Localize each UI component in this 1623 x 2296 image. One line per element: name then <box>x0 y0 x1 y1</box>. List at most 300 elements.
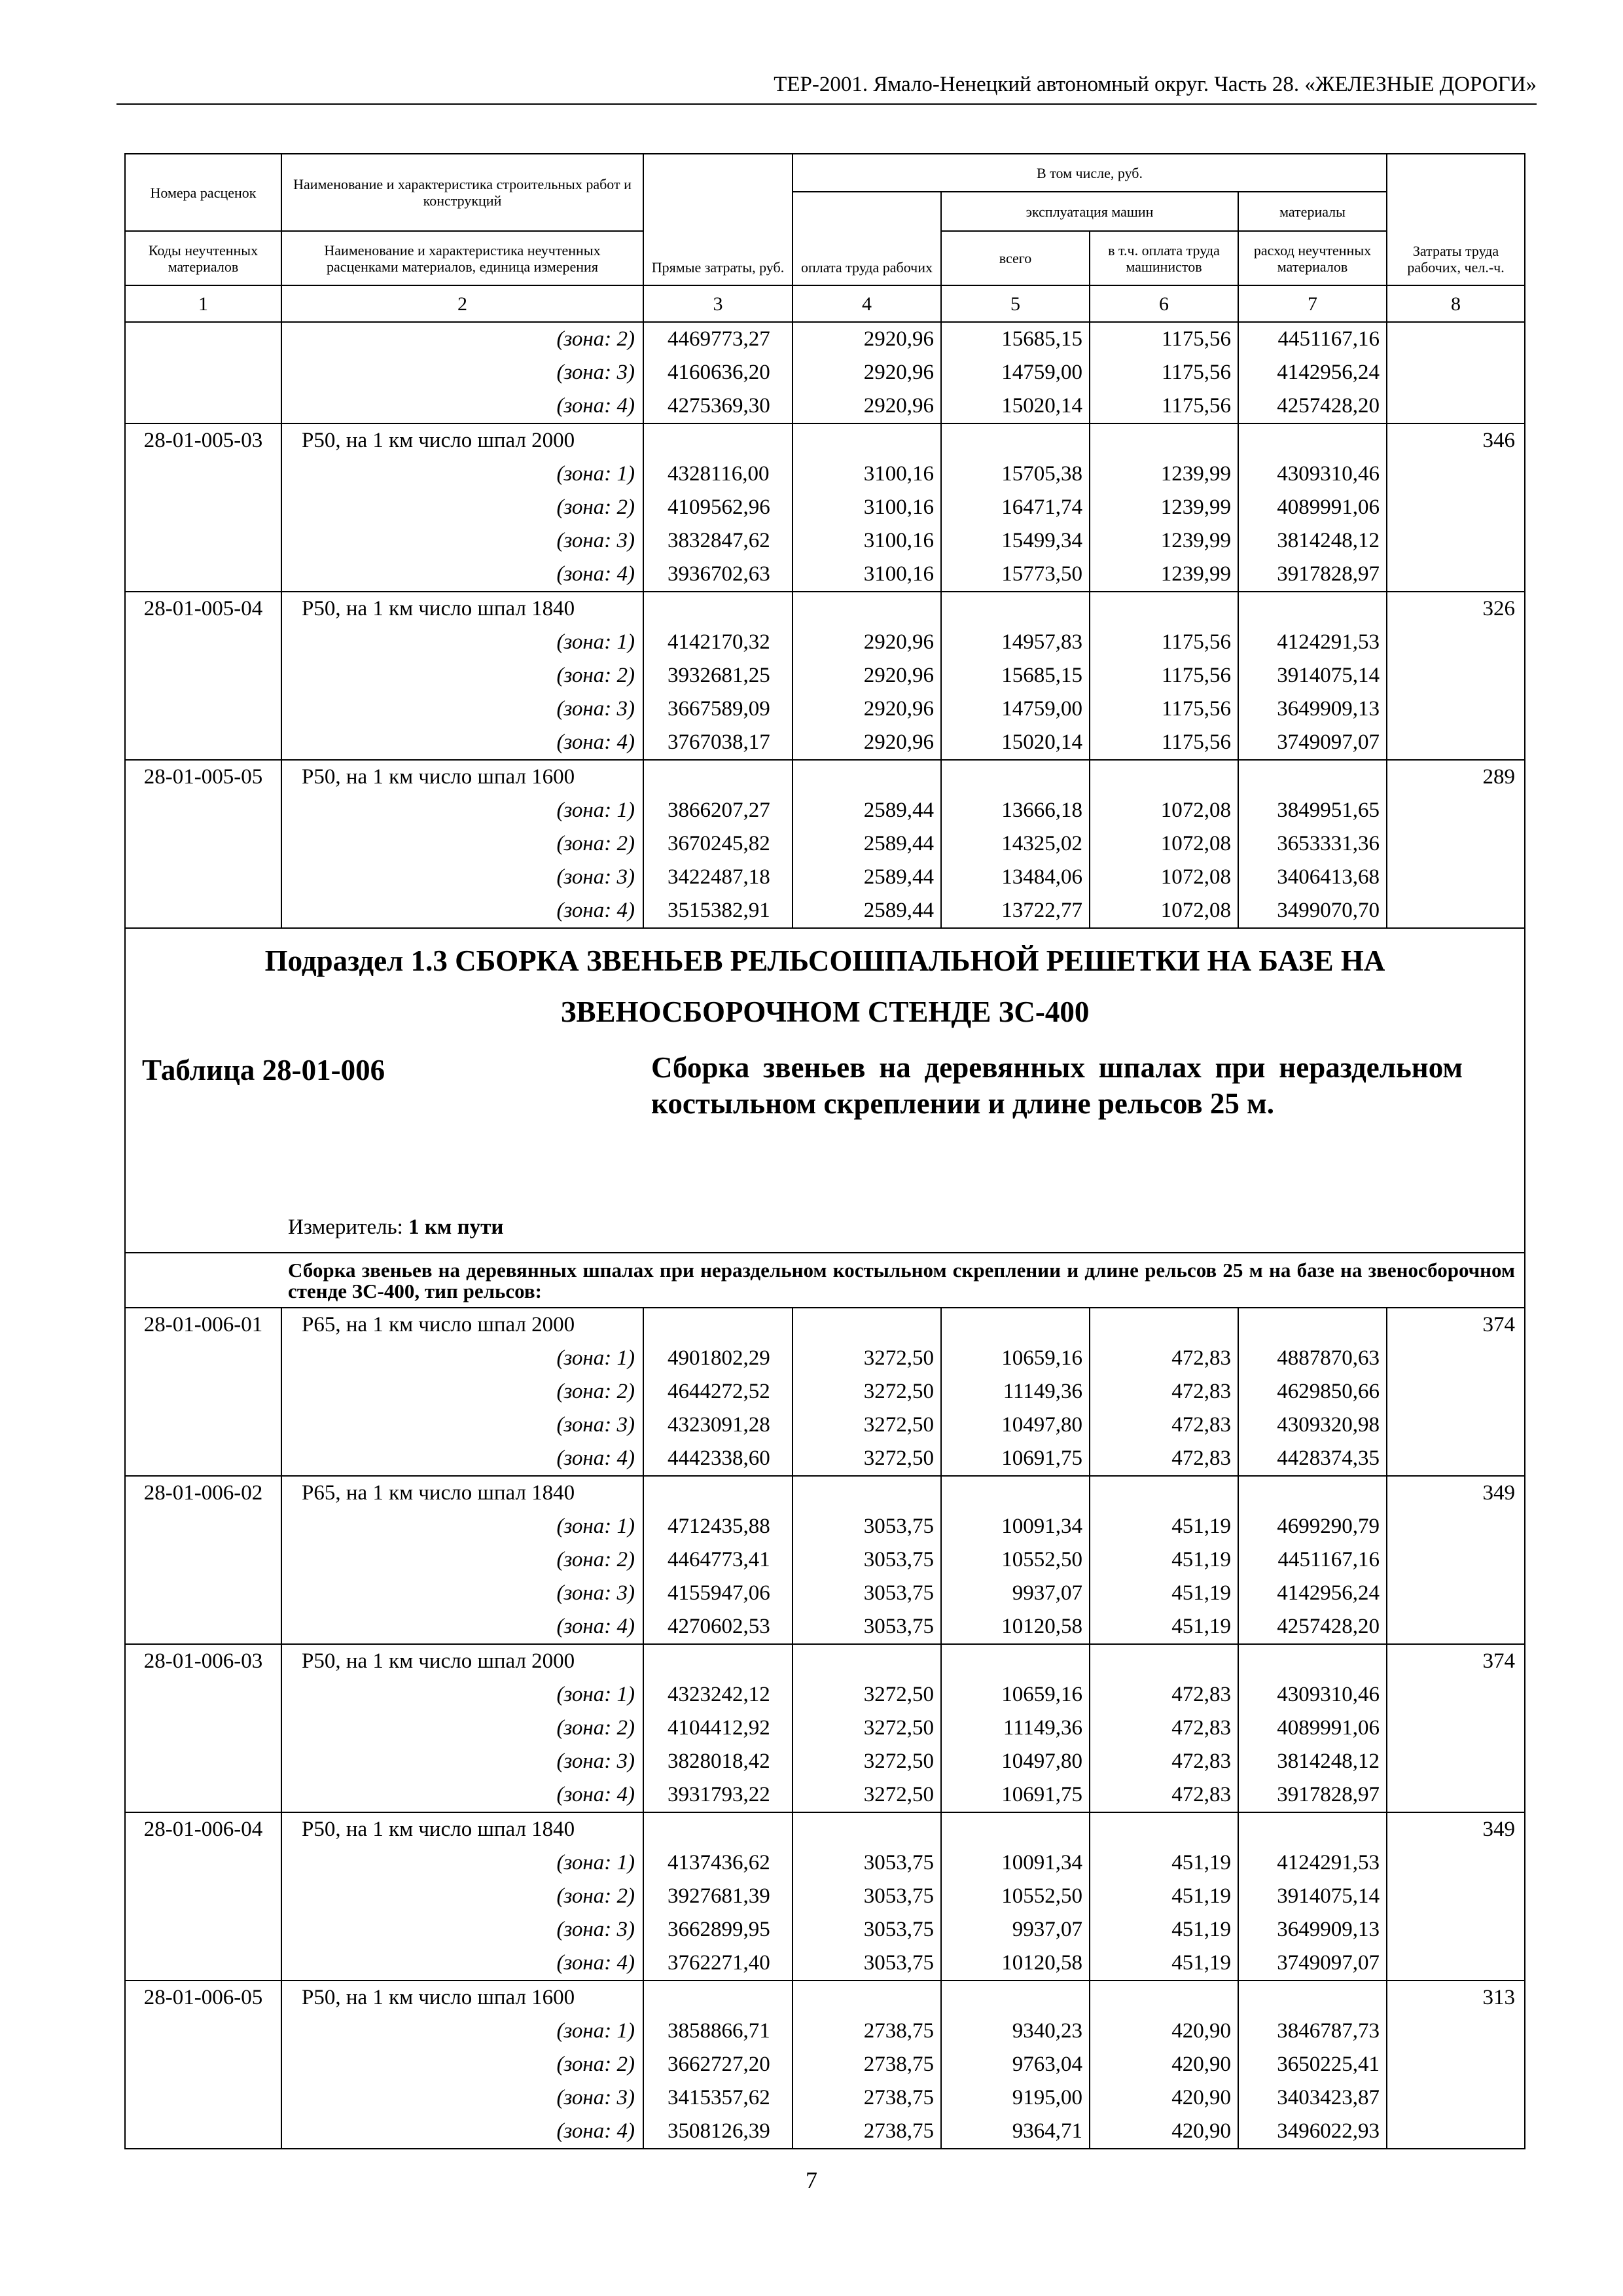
value-cell: 15020,14 <box>941 389 1090 423</box>
value-cell: 3515382,91 <box>643 894 793 928</box>
zone-label: (зона: 1) <box>281 2015 643 2048</box>
zone-label: (зона: 1) <box>281 1342 643 1375</box>
labor-empty <box>1387 2015 1525 2048</box>
value-cell: 4089991,06 <box>1238 1712 1387 1745</box>
labor-empty <box>1387 827 1525 861</box>
value-cell: 4109562,96 <box>643 491 793 524</box>
value-cell <box>793 1981 941 2015</box>
col1-top-header: Номера расценок <box>125 154 281 231</box>
value-cell: 10120,58 <box>941 1946 1090 1981</box>
zone-label: (зона: 3) <box>281 1745 643 1778</box>
value-cell: 3496022,93 <box>1238 2115 1387 2149</box>
value-cell: 1239,99 <box>1090 558 1238 592</box>
value-cell: 4464773,41 <box>643 1543 793 1577</box>
labor-empty <box>1387 1745 1525 1778</box>
value-cell: 11149,36 <box>941 1375 1090 1408</box>
rate-code-empty <box>125 1408 281 1442</box>
value-cell: 2920,96 <box>793 322 941 356</box>
value-cell: 2738,75 <box>793 2015 941 2048</box>
zone-label: (зона: 4) <box>281 1610 643 1644</box>
value-cell: 1175,56 <box>1090 322 1238 356</box>
value-cell <box>1238 1476 1387 1510</box>
rate-code-empty <box>125 1610 281 1644</box>
value-cell: 4451167,16 <box>1238 1543 1387 1577</box>
value-cell: 10691,75 <box>941 1442 1090 1476</box>
value-cell: 2589,44 <box>793 794 941 827</box>
value-cell: 451,19 <box>1090 1946 1238 1981</box>
labor-empty <box>1387 457 1525 491</box>
value-cell <box>941 1476 1090 1510</box>
zone-row <box>125 1745 1525 1778</box>
value-cell: 15705,38 <box>941 457 1090 491</box>
value-cell: 3272,50 <box>793 1342 941 1375</box>
value-cell: 4309320,98 <box>1238 1408 1387 1442</box>
rate-code-empty <box>125 626 281 659</box>
value-cell <box>643 592 793 626</box>
rate-code: 28-01-006-03 <box>125 1644 281 1678</box>
value-cell: 3936702,63 <box>643 558 793 592</box>
table-header <box>125 154 1525 322</box>
value-cell: 3932681,25 <box>643 659 793 692</box>
zone-label: (зона: 4) <box>281 1442 643 1476</box>
value-cell: 3667589,09 <box>643 692 793 726</box>
value-cell: 2920,96 <box>793 626 941 659</box>
rate-code-empty <box>125 659 281 692</box>
value-cell: 4428374,35 <box>1238 1442 1387 1476</box>
zone-row <box>125 726 1525 760</box>
value-cell: 4142956,24 <box>1238 1577 1387 1610</box>
value-cell: 4328116,00 <box>643 457 793 491</box>
zone-row <box>125 1375 1525 1408</box>
rate-group-header <box>125 592 1525 626</box>
col7-header: расход неучтенных материалов <box>1238 231 1387 285</box>
labor-cost: 349 <box>1387 1812 1525 1846</box>
value-cell: 472,83 <box>1090 1678 1238 1712</box>
value-cell: 10659,16 <box>941 1342 1090 1375</box>
zone-row <box>125 322 1525 356</box>
rate-code-empty <box>125 1678 281 1712</box>
value-cell <box>1238 1644 1387 1678</box>
rate-code: 28-01-005-04 <box>125 592 281 626</box>
value-cell <box>643 1812 793 1846</box>
value-cell: 4155947,06 <box>643 1577 793 1610</box>
value-cell: 3415357,62 <box>643 2081 793 2115</box>
zone-row <box>125 1543 1525 1577</box>
value-cell: 3053,75 <box>793 1946 941 1981</box>
including-header: В том числе, руб. <box>793 154 1387 192</box>
value-cell <box>793 592 941 626</box>
zone-label: (зона: 2) <box>281 322 643 356</box>
value-cell: 1239,99 <box>1090 524 1238 558</box>
value-cell: 4270602,53 <box>643 1610 793 1644</box>
labor-empty <box>1387 389 1525 423</box>
col4-header: оплата труда рабочих <box>793 192 941 285</box>
value-cell: 3499070,70 <box>1238 894 1387 928</box>
labor-cost: 349 <box>1387 1476 1525 1510</box>
zone-row <box>125 1408 1525 1442</box>
zone-row <box>125 1610 1525 1644</box>
value-cell: 3272,50 <box>793 1745 941 1778</box>
value-cell: 3846787,73 <box>1238 2015 1387 2048</box>
labor-empty <box>1387 1342 1525 1375</box>
rate-code: 28-01-006-01 <box>125 1308 281 1342</box>
value-cell: 1175,56 <box>1090 726 1238 760</box>
value-cell: 14325,02 <box>941 827 1090 861</box>
labor-empty <box>1387 491 1525 524</box>
value-cell: 4442338,60 <box>643 1442 793 1476</box>
value-cell: 1072,08 <box>1090 794 1238 827</box>
value-cell: 451,19 <box>1090 1913 1238 1946</box>
value-cell <box>1238 760 1387 794</box>
col8-header: Затраты труда рабочих, чел.-ч. <box>1387 154 1525 285</box>
value-cell: 3914075,14 <box>1238 659 1387 692</box>
value-cell: 13722,77 <box>941 894 1090 928</box>
zone-row <box>125 827 1525 861</box>
value-cell: 3272,50 <box>793 1712 941 1745</box>
rate-code-empty <box>125 524 281 558</box>
rate-code-empty <box>125 356 281 389</box>
running-title: ТЕР-2001. Ямало-Ненецкий автономный округ. Часть 28. «ЖЕЛЕЗНЫЕ ДОРОГИ» <box>774 73 1537 96</box>
value-cell: 4309310,46 <box>1238 457 1387 491</box>
value-cell: 420,90 <box>1090 2015 1238 2048</box>
col2-bottom-header: Наименование и характеристика неучтенных расценками материалов, единица измерения <box>281 231 643 285</box>
value-cell: 13666,18 <box>941 794 1090 827</box>
col5-header: всего <box>941 231 1090 285</box>
value-cell: 10552,50 <box>941 1543 1090 1577</box>
value-cell: 4124291,53 <box>1238 1846 1387 1880</box>
table-description: Сборка звеньев на деревянных шпалах при нераздельном костыльном скреплении и длине рельсов 25 м. <box>651 1051 1463 1120</box>
labor-empty <box>1387 2115 1525 2149</box>
zone-label: (зона: 4) <box>281 558 643 592</box>
value-cell: 4629850,66 <box>1238 1375 1387 1408</box>
rate-code-empty <box>125 457 281 491</box>
zone-row <box>125 659 1525 692</box>
column-numbers-row <box>125 285 1525 322</box>
value-cell: 2738,75 <box>793 2115 941 2149</box>
value-cell: 3662899,95 <box>643 1913 793 1946</box>
zone-row <box>125 692 1525 726</box>
value-cell: 3422487,18 <box>643 861 793 894</box>
labor-empty <box>1387 794 1525 827</box>
zone-label: (зона: 1) <box>281 626 643 659</box>
value-cell: 3662727,20 <box>643 2048 793 2081</box>
value-cell: 1072,08 <box>1090 894 1238 928</box>
work-description: Сборка звеньев на деревянных шпалах при нераздельном костыльном скреплении и длине рельсов 25 м на базе на звеносборочном стенде ЗС-400, тип рельсов: <box>125 1253 1525 1308</box>
rate-code-empty <box>125 894 281 928</box>
labor-empty <box>1387 1946 1525 1981</box>
value-cell: 2920,96 <box>793 726 941 760</box>
zone-label: (зона: 4) <box>281 389 643 423</box>
value-cell: 4699290,79 <box>1238 1510 1387 1543</box>
value-cell <box>1238 423 1387 457</box>
rate-code-empty <box>125 389 281 423</box>
zone-label: (зона: 4) <box>281 2115 643 2149</box>
zone-row <box>125 389 1525 423</box>
value-cell: 10497,80 <box>941 1408 1090 1442</box>
value-cell: 3828018,42 <box>643 1745 793 1778</box>
rate-group-header <box>125 1981 1525 2015</box>
value-cell: 2589,44 <box>793 894 941 928</box>
zone-row <box>125 524 1525 558</box>
value-cell: 3100,16 <box>793 558 941 592</box>
zone-row <box>125 1510 1525 1543</box>
value-cell: 3272,50 <box>793 1778 941 1812</box>
value-cell: 10659,16 <box>941 1678 1090 1712</box>
zone-label: (зона: 3) <box>281 1408 643 1442</box>
value-cell: 4137436,62 <box>643 1846 793 1880</box>
value-cell: 3272,50 <box>793 1408 941 1442</box>
labor-empty <box>1387 1408 1525 1442</box>
zone-label: (зона: 1) <box>281 1678 643 1712</box>
rate-code: 28-01-005-03 <box>125 423 281 457</box>
zone-row <box>125 1577 1525 1610</box>
value-cell <box>941 423 1090 457</box>
value-cell: 472,83 <box>1090 1712 1238 1745</box>
value-cell <box>1090 1812 1238 1846</box>
value-cell <box>793 423 941 457</box>
rate-name: Р65, на 1 км число шпал 2000 <box>281 1308 643 1342</box>
rate-code-empty <box>125 1946 281 1981</box>
value-cell: 451,19 <box>1090 1880 1238 1913</box>
zone-row <box>125 2048 1525 2081</box>
value-cell: 420,90 <box>1090 2115 1238 2149</box>
rate-code-empty <box>125 1577 281 1610</box>
value-cell: 4257428,20 <box>1238 389 1387 423</box>
value-cell <box>643 1476 793 1510</box>
value-cell: 16471,74 <box>941 491 1090 524</box>
zone-row <box>125 457 1525 491</box>
value-cell <box>941 1981 1090 2015</box>
labor-empty <box>1387 692 1525 726</box>
value-cell: 3272,50 <box>793 1442 941 1476</box>
labor-empty <box>1387 1913 1525 1946</box>
rate-group-header <box>125 760 1525 794</box>
labor-empty <box>1387 659 1525 692</box>
rates-table-wrap <box>124 153 1524 2149</box>
column-number: 5 <box>941 285 1090 322</box>
zone-row <box>125 861 1525 894</box>
rate-group-header <box>125 1308 1525 1342</box>
value-cell: 13484,06 <box>941 861 1090 894</box>
value-cell: 14957,83 <box>941 626 1090 659</box>
zone-label: (зона: 3) <box>281 356 643 389</box>
value-cell <box>1238 1308 1387 1342</box>
value-cell: 3508126,39 <box>643 2115 793 2149</box>
zone-row <box>125 1342 1525 1375</box>
rate-code: 28-01-006-02 <box>125 1476 281 1510</box>
zone-label: (зона: 3) <box>281 524 643 558</box>
zone-row <box>125 1678 1525 1712</box>
rate-code: 28-01-005-05 <box>125 760 281 794</box>
zone-label: (зона: 4) <box>281 1946 643 1981</box>
value-cell <box>793 760 941 794</box>
value-cell: 4644272,52 <box>643 1375 793 1408</box>
rate-name: Р65, на 1 км число шпал 1840 <box>281 1476 643 1510</box>
value-cell: 1175,56 <box>1090 356 1238 389</box>
value-cell: 1239,99 <box>1090 457 1238 491</box>
rate-code-empty <box>125 1442 281 1476</box>
value-cell: 3858866,71 <box>643 2015 793 2048</box>
value-cell: 9195,00 <box>941 2081 1090 2115</box>
value-cell: 1239,99 <box>1090 491 1238 524</box>
labor-cost: 374 <box>1387 1644 1525 1678</box>
labor-cost: 313 <box>1387 1981 1525 2015</box>
rate-code-empty <box>125 1375 281 1408</box>
zone-row <box>125 1913 1525 1946</box>
labor-empty <box>1387 1375 1525 1408</box>
column-number: 6 <box>1090 285 1238 322</box>
value-cell <box>643 1981 793 2015</box>
column-number: 3 <box>643 285 793 322</box>
rate-name: Р50, на 1 км число шпал 1840 <box>281 1812 643 1846</box>
value-cell: 1175,56 <box>1090 626 1238 659</box>
value-cell <box>1090 760 1238 794</box>
rate-code-empty <box>125 558 281 592</box>
value-cell: 10552,50 <box>941 1880 1090 1913</box>
value-cell: 3931793,22 <box>643 1778 793 1812</box>
zone-row <box>125 356 1525 389</box>
value-cell: 10497,80 <box>941 1745 1090 1778</box>
rate-code-empty <box>125 1342 281 1375</box>
value-cell: 451,19 <box>1090 1510 1238 1543</box>
value-cell <box>941 1812 1090 1846</box>
labor-empty <box>1387 322 1525 356</box>
zone-label: (зона: 2) <box>281 2048 643 2081</box>
value-cell: 4323091,28 <box>643 1408 793 1442</box>
zone-label: (зона: 4) <box>281 726 643 760</box>
value-cell: 3749097,07 <box>1238 1946 1387 1981</box>
subsection-block <box>125 928 1525 1308</box>
zone-label: (зона: 3) <box>281 1577 643 1610</box>
value-cell: 3814248,12 <box>1238 524 1387 558</box>
zone-row <box>125 1946 1525 1981</box>
value-cell: 3406413,68 <box>1238 861 1387 894</box>
value-cell: 2738,75 <box>793 2081 941 2115</box>
value-cell: 15499,34 <box>941 524 1090 558</box>
zone-label: (зона: 2) <box>281 1375 643 1408</box>
rate-code-empty <box>125 2015 281 2048</box>
value-cell: 4887870,63 <box>1238 1342 1387 1375</box>
value-cell: 10091,34 <box>941 1510 1090 1543</box>
labor-empty <box>1387 726 1525 760</box>
value-cell: 3927681,39 <box>643 1880 793 1913</box>
zone-row <box>125 491 1525 524</box>
rates-table <box>124 153 1525 2149</box>
value-cell: 3100,16 <box>793 491 941 524</box>
rates-after <box>125 1308 1525 2149</box>
labor-empty <box>1387 626 1525 659</box>
value-cell: 451,19 <box>1090 1543 1238 1577</box>
value-cell: 420,90 <box>1090 2048 1238 2081</box>
zone-label: (зона: 4) <box>281 1778 643 1812</box>
page-number: 7 <box>806 2167 817 2193</box>
materials-header: материалы <box>1238 192 1387 231</box>
labor-empty <box>1387 1442 1525 1476</box>
rate-code-empty <box>125 491 281 524</box>
value-cell: 1072,08 <box>1090 827 1238 861</box>
value-cell: 3053,75 <box>793 1610 941 1644</box>
rate-name: Р50, на 1 км число шпал 2000 <box>281 423 643 457</box>
rate-code-empty <box>125 1778 281 1812</box>
zone-label: (зона: 3) <box>281 1913 643 1946</box>
value-cell <box>1090 1476 1238 1510</box>
col2-top-header: Наименование и характеристика строительных работ и конструкций <box>281 154 643 231</box>
column-number: 4 <box>793 285 941 322</box>
value-cell: 1175,56 <box>1090 692 1238 726</box>
value-cell: 2589,44 <box>793 827 941 861</box>
labor-empty <box>1387 894 1525 928</box>
labor-empty <box>1387 1712 1525 1745</box>
rate-code-empty <box>125 1846 281 1880</box>
value-cell: 1072,08 <box>1090 861 1238 894</box>
rate-group-header <box>125 1812 1525 1846</box>
value-cell: 2920,96 <box>793 659 941 692</box>
rate-code-empty <box>125 2048 281 2081</box>
zone-label: (зона: 4) <box>281 894 643 928</box>
rate-code-empty <box>125 794 281 827</box>
value-cell: 3917828,97 <box>1238 558 1387 592</box>
value-cell: 472,83 <box>1090 1408 1238 1442</box>
value-cell: 3914075,14 <box>1238 1880 1387 1913</box>
zone-label: (зона: 3) <box>281 861 643 894</box>
value-cell: 3053,75 <box>793 1510 941 1543</box>
value-cell: 3670245,82 <box>643 827 793 861</box>
value-cell: 4142956,24 <box>1238 356 1387 389</box>
value-cell: 14759,00 <box>941 692 1090 726</box>
value-cell: 3649909,13 <box>1238 692 1387 726</box>
zone-label: (зона: 2) <box>281 1543 643 1577</box>
value-cell: 3849951,65 <box>1238 794 1387 827</box>
value-cell: 4142170,32 <box>643 626 793 659</box>
rate-code-empty <box>125 1913 281 1946</box>
labor-empty <box>1387 2081 1525 2115</box>
rate-code: 28-01-006-04 <box>125 1812 281 1846</box>
value-cell <box>1238 1981 1387 2015</box>
value-cell: 4160636,20 <box>643 356 793 389</box>
meter-line <box>288 1215 503 1240</box>
zone-label: (зона: 1) <box>281 457 643 491</box>
zone-row <box>125 2081 1525 2115</box>
value-cell: 15685,15 <box>941 322 1090 356</box>
value-cell: 2920,96 <box>793 356 941 389</box>
value-cell: 3832847,62 <box>643 524 793 558</box>
subsection-title: Подраздел 1.3 СБОРКА ЗВЕНЬЕВ РЕЛЬСОШПАЛЬНОЙ РЕШЕТКИ НА БАЗЕ НА ЗВЕНОСБОРОЧНОМ СТЕНДЕ ЗС-400 <box>264 944 1385 1028</box>
column-number: 2 <box>281 285 643 322</box>
zone-label: (зона: 2) <box>281 491 643 524</box>
value-cell: 10091,34 <box>941 1846 1090 1880</box>
rate-group-header <box>125 1644 1525 1678</box>
value-cell <box>941 592 1090 626</box>
labor-empty <box>1387 558 1525 592</box>
value-cell: 3917828,97 <box>1238 1778 1387 1812</box>
labor-cost: 289 <box>1387 760 1525 794</box>
value-cell: 2738,75 <box>793 2048 941 2081</box>
meter-label: Измеритель: <box>288 1215 403 1239</box>
value-cell: 3653331,36 <box>1238 827 1387 861</box>
value-cell: 451,19 <box>1090 1577 1238 1610</box>
labor-cost: 326 <box>1387 592 1525 626</box>
value-cell: 420,90 <box>1090 2081 1238 2115</box>
value-cell: 451,19 <box>1090 1846 1238 1880</box>
value-cell: 2589,44 <box>793 861 941 894</box>
rate-code-empty <box>125 2115 281 2149</box>
value-cell: 15773,50 <box>941 558 1090 592</box>
rate-group-header <box>125 1476 1525 1510</box>
col1-bottom-header: Коды неучтенных материалов <box>125 231 281 285</box>
value-cell <box>793 1308 941 1342</box>
zone-label: (зона: 2) <box>281 827 643 861</box>
zone-row <box>125 1880 1525 1913</box>
